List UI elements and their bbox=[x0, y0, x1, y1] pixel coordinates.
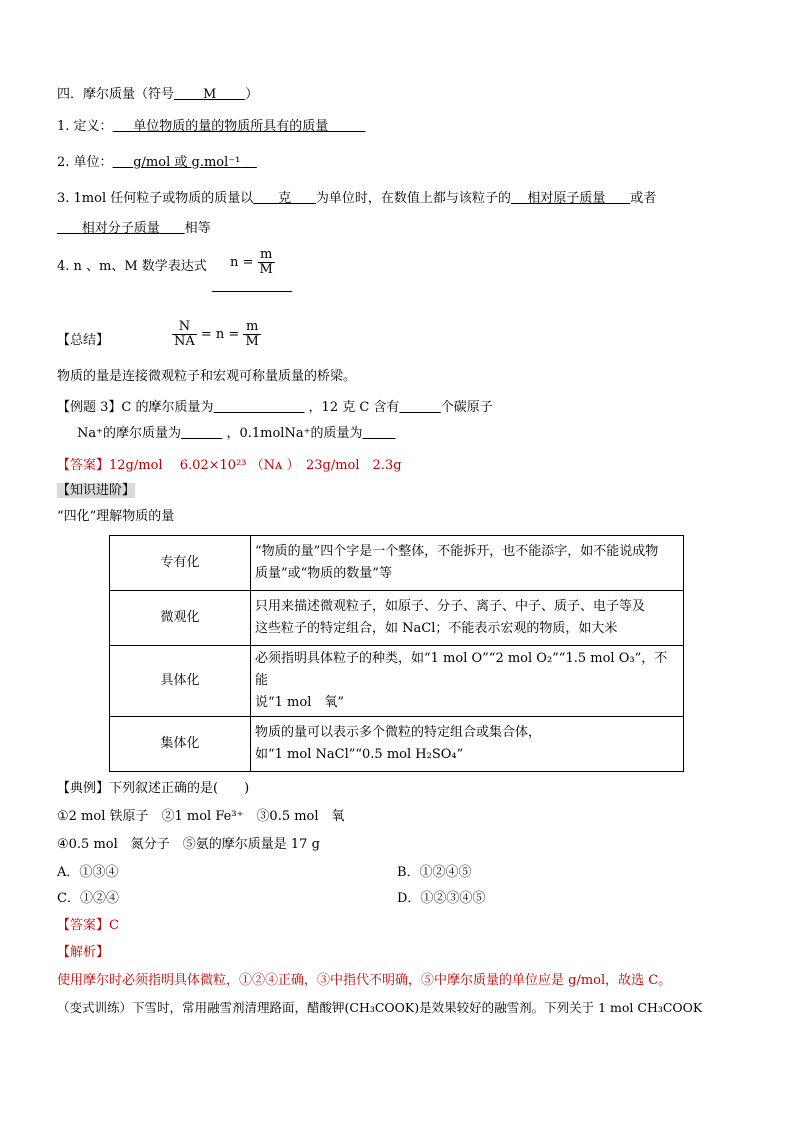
symbol-value: M bbox=[202, 87, 217, 102]
row-key: 专有化 bbox=[110, 536, 251, 591]
unit-blank bbox=[113, 155, 257, 170]
row-key: 微观化 bbox=[110, 591, 251, 646]
answer-value: C bbox=[109, 918, 119, 933]
summary-label: 【总结】 bbox=[57, 333, 110, 348]
table-row bbox=[110, 717, 684, 772]
summary-text: 物质的量是连接微观粒子和宏观可称量质量的桥梁。 bbox=[57, 369, 357, 384]
option-c: C．①②④ bbox=[57, 891, 119, 906]
row-value bbox=[251, 646, 684, 717]
fraction-num: m bbox=[258, 248, 275, 263]
row-value-2: 如“1 mol NaCl”“0.5 mol H₂SO₄” bbox=[255, 747, 464, 762]
analysis-text: 使用摩尔时必须指明具体微粒，①②④正确，③中指代不明确，⑤中摩尔质量的单位应是 g/mol，故选 C。 bbox=[57, 973, 672, 988]
blank bbox=[213, 400, 304, 415]
example3-b: ，12 克 C 含有 bbox=[308, 400, 400, 415]
equals-n: = n = bbox=[200, 327, 240, 342]
line-3-d: 相对原子质量 bbox=[527, 191, 606, 206]
table-row bbox=[110, 591, 684, 646]
summary-formula bbox=[172, 320, 261, 349]
line-4-b: 相等 bbox=[184, 221, 211, 236]
answer-label: 【答案】 bbox=[57, 918, 110, 933]
typical-answer bbox=[57, 917, 119, 935]
line-3-e: 或者 bbox=[630, 191, 657, 206]
definition-label: 1. 定义： bbox=[57, 119, 113, 134]
title-post: ） bbox=[245, 87, 259, 102]
row-value-2: 说“1 mol 氧” bbox=[255, 695, 345, 710]
answer-label: 【答案】 bbox=[57, 458, 110, 473]
four-aspects-table bbox=[109, 535, 684, 772]
row-value bbox=[251, 536, 684, 591]
row-key: 集体化 bbox=[110, 717, 251, 772]
fraction-num: m bbox=[243, 320, 260, 335]
row-value bbox=[251, 717, 684, 772]
expression-label bbox=[57, 258, 207, 276]
advanced-label-text: 【知识进阶】 bbox=[57, 483, 136, 498]
fraction-m-over-M bbox=[258, 248, 275, 277]
fraction-N-over-NA bbox=[172, 320, 197, 349]
row-value-2: 这些粒子的特定组合，如 NaCl；不能表示宏观的物质，如大米 bbox=[255, 621, 618, 636]
line-4-blank bbox=[57, 221, 185, 236]
line-3-blank-1 bbox=[253, 191, 316, 206]
definition-line bbox=[57, 118, 365, 136]
answer-underline bbox=[212, 291, 292, 292]
line-3-c: 为单位时，在数值上都与该粒子的 bbox=[315, 191, 511, 206]
line-4-a: 相对分子质量 bbox=[81, 221, 160, 236]
example3-line-2 bbox=[77, 425, 396, 443]
unit-value: g/mol 或 g.mol⁻¹ bbox=[133, 155, 241, 170]
variant-training: （变式训练）下雪时，常用融雪剂清理路面，醋酸钾(CH₃COOK)是效果较好的融雪剂。下列关于 1 mol CH₃COOK bbox=[57, 1000, 703, 1015]
fraction-den: NA bbox=[174, 334, 195, 349]
example3-answer bbox=[57, 457, 402, 475]
blank bbox=[399, 400, 440, 415]
unit-label: 2. 单位： bbox=[57, 155, 113, 170]
expression-text: 4. n 、m、M 数学表达式 bbox=[57, 259, 207, 274]
line-3-b: 克 bbox=[278, 191, 292, 206]
row-value bbox=[251, 591, 684, 646]
typical-title: 【典例】下列叙述正确的是( ) bbox=[57, 781, 250, 796]
title-pre: 四．摩尔质量（符号 bbox=[57, 87, 175, 102]
line-4 bbox=[57, 220, 211, 238]
row-value-1: 物质的量可以表示多个微粒的特定组合或集合体， bbox=[255, 725, 542, 740]
fraction-den: M bbox=[245, 334, 259, 349]
fraction-num: N bbox=[172, 320, 197, 335]
row-value-1: 只用来描述微观粒子，如原子、分子、离子、中子、质子、电子等及 bbox=[255, 599, 646, 614]
fraction-den: M bbox=[259, 262, 273, 277]
blank bbox=[181, 426, 222, 441]
option-d: D．①②③④⑤ bbox=[397, 891, 486, 906]
line-3-blank-2 bbox=[511, 191, 630, 206]
formula-nm bbox=[230, 248, 275, 277]
line-3-a: 3. 1mol 任何粒子或物质的质量以 bbox=[57, 191, 254, 206]
fraction-m-over-M bbox=[243, 320, 260, 349]
blank bbox=[362, 426, 395, 441]
row-key: 具体化 bbox=[110, 646, 251, 717]
table-row bbox=[110, 536, 684, 591]
definition-value: 单位物质的量的物质所具有的质量 bbox=[133, 119, 329, 134]
line-3 bbox=[57, 190, 656, 208]
row-value-1: “物质的量”四个字是一个整体，不能拆开，也不能添字，如不能说成物 bbox=[255, 544, 659, 559]
advanced-intro: “四化”理解物质的量 bbox=[57, 509, 175, 524]
example3-a: 【例题 3】C 的摩尔质量为 bbox=[57, 400, 214, 415]
formula-n: n = bbox=[230, 255, 254, 270]
answer-text: 12g/mol 6.02×10²³ （Nᴀ ） 23g/mol 2.3g bbox=[109, 458, 402, 473]
section-title bbox=[57, 86, 258, 104]
option-b: B．①②④⑤ bbox=[397, 865, 472, 880]
table-row bbox=[110, 646, 684, 717]
option-a: A．①③④ bbox=[57, 865, 119, 880]
definition-blank bbox=[113, 119, 366, 134]
example3-c: 个碳原子 bbox=[440, 400, 493, 415]
example3-e: ，0.1molNa⁺的质量为 bbox=[226, 426, 363, 441]
example3-d: Na⁺的摩尔质量为 bbox=[77, 426, 181, 441]
row-value-1: 必须指明具体粒子的种类，如“1 mol O”“2 mol O₂”“1.5 mol O₃”，不能 bbox=[255, 651, 668, 688]
advanced-label bbox=[57, 482, 135, 500]
typical-statements-1: ①2 mol 铁原子 ②1 mol Fe³⁺ ③0.5 mol 氧 bbox=[57, 809, 345, 824]
row-value-2: 质量”或“物质的数量”等 bbox=[255, 566, 392, 581]
symbol-blank bbox=[174, 87, 245, 102]
typical-statements-2: ④0.5 mol 氮分子 ⑤氨的摩尔质量是 17 g bbox=[57, 837, 320, 852]
unit-line bbox=[57, 154, 257, 172]
example3-line-1 bbox=[57, 399, 493, 417]
analysis-label: 【解析】 bbox=[57, 945, 110, 960]
